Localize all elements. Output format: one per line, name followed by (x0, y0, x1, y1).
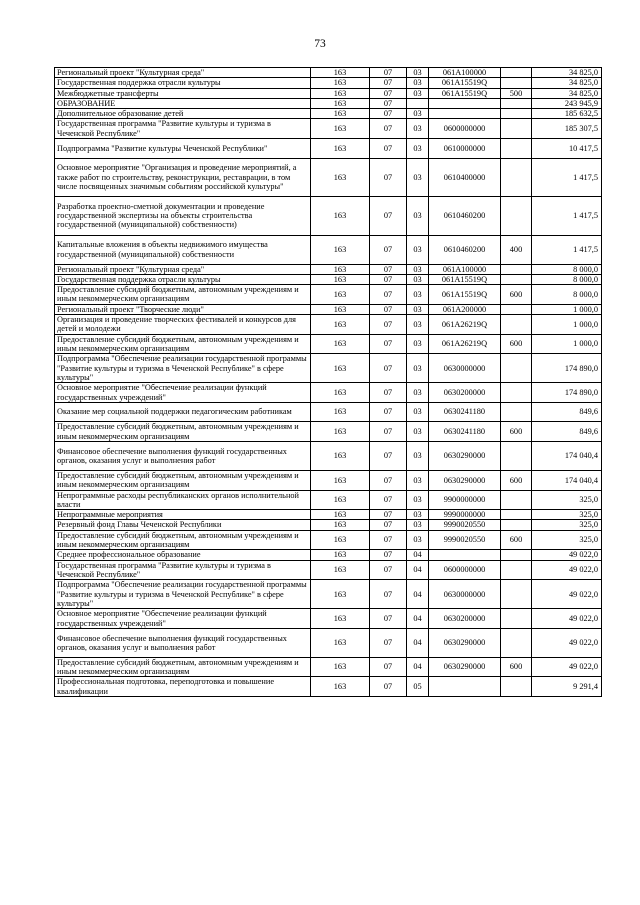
cell-section: 07 (370, 197, 407, 236)
cell-name: Непрограммные расходы республиканских органов исполнительной власти (55, 490, 311, 510)
cell-grbs: 163 (311, 274, 370, 284)
cell-target-article: 061А15519Q (429, 274, 501, 284)
cell-grbs: 163 (311, 560, 370, 580)
cell-amount: 49 022,0 (532, 580, 602, 609)
table-row (55, 264, 602, 274)
cell-subsection: 03 (407, 402, 429, 422)
cell-target-article: 061А26219Q (429, 334, 501, 354)
cell-amount: 174 890,0 (532, 354, 602, 383)
cell-subsection: 03 (407, 510, 429, 520)
cell-target-article: 061А26219Q (429, 315, 501, 335)
table-row (55, 78, 602, 88)
cell-name: Непрограммные мероприятия (55, 510, 311, 520)
cell-name: Предоставление субсидий бюджетным, автономным учреждениям и иным некоммерческим организациям (55, 285, 311, 305)
cell-expense-type (501, 158, 532, 197)
table-row (55, 98, 602, 108)
cell-expense-type: 600 (501, 422, 532, 442)
cell-expense-type (501, 677, 532, 697)
cell-name: Капитальные вложения в объекты недвижимого имущества государственной (муниципальной) собственности (55, 235, 311, 264)
cell-target-article (429, 109, 501, 119)
cell-name: Предоставление субсидий бюджетным, автономным учреждениям и иным некоммерческим организациям (55, 422, 311, 442)
cell-name: Основное мероприятие "Обеспечение реализации функций государственных учреждений" (55, 383, 311, 403)
cell-expense-type (501, 510, 532, 520)
cell-expense-type (501, 354, 532, 383)
cell-name: Основное мероприятие "Обеспечение реализации функций государственных учреждений" (55, 609, 311, 629)
cell-subsection: 04 (407, 580, 429, 609)
cell-name: Профессиональная подготовка, переподготовка и повышение квалификации (55, 677, 311, 697)
cell-target-article: 0630000000 (429, 354, 501, 383)
cell-target-article: 0610460200 (429, 197, 501, 236)
cell-amount: 34 825,0 (532, 68, 602, 78)
cell-expense-type (501, 383, 532, 403)
table-row (55, 422, 602, 442)
cell-target-article: 9900000000 (429, 490, 501, 510)
cell-target-article: 0630200000 (429, 609, 501, 629)
cell-grbs: 163 (311, 490, 370, 510)
cell-target-article: 061А15519Q (429, 78, 501, 88)
cell-name: Разработка проектно-сметной документации и проведение государственной экспертизы на объекты строительства государственной (муниципальной) собственности) (55, 197, 311, 236)
cell-grbs: 163 (311, 441, 370, 470)
cell-target-article: 0600000000 (429, 560, 501, 580)
cell-amount: 243 945,9 (532, 98, 602, 108)
cell-amount: 849,6 (532, 422, 602, 442)
table-body (55, 68, 602, 697)
cell-section: 07 (370, 109, 407, 119)
table-row (55, 315, 602, 335)
cell-name: Оказание мер социальной поддержки педагогическим работникам (55, 402, 311, 422)
cell-subsection: 04 (407, 609, 429, 629)
cell-grbs: 163 (311, 304, 370, 314)
table-row (55, 402, 602, 422)
table-row (55, 580, 602, 609)
table-row (55, 510, 602, 520)
cell-subsection: 04 (407, 550, 429, 560)
cell-section: 07 (370, 422, 407, 442)
cell-subsection: 03 (407, 354, 429, 383)
cell-subsection: 03 (407, 470, 429, 490)
cell-section: 07 (370, 158, 407, 197)
cell-expense-type (501, 78, 532, 88)
cell-amount: 1 417,5 (532, 158, 602, 197)
cell-grbs: 163 (311, 78, 370, 88)
cell-amount: 49 022,0 (532, 550, 602, 560)
cell-name: ОБРАЗОВАНИЕ (55, 98, 311, 108)
table-row (55, 334, 602, 354)
cell-grbs: 163 (311, 383, 370, 403)
cell-name: Региональный проект "Творческие люди" (55, 304, 311, 314)
cell-subsection: 03 (407, 264, 429, 274)
cell-subsection: 04 (407, 560, 429, 580)
cell-section: 07 (370, 580, 407, 609)
cell-subsection: 03 (407, 78, 429, 88)
table-row (55, 383, 602, 403)
cell-name: Предоставление субсидий бюджетным, автономным учреждениям и иным некоммерческим организациям (55, 530, 311, 550)
cell-section: 07 (370, 657, 407, 677)
cell-grbs: 163 (311, 285, 370, 305)
cell-subsection: 03 (407, 383, 429, 403)
cell-name: Основное мероприятие "Организация и проведение мероприятий, а также работ по строительству, реконструкции, реставрации, в том числе посвященных значимым событиям российской культуры" (55, 158, 311, 197)
cell-target-article (429, 550, 501, 560)
table-row (55, 285, 602, 305)
cell-expense-type (501, 550, 532, 560)
cell-section: 07 (370, 441, 407, 470)
cell-grbs: 163 (311, 315, 370, 335)
cell-section: 07 (370, 550, 407, 560)
cell-section: 07 (370, 490, 407, 510)
page-number: 73 (314, 38, 326, 50)
cell-target-article: 0630290000 (429, 628, 501, 657)
cell-amount: 174 040,4 (532, 441, 602, 470)
table-row (55, 677, 602, 697)
cell-name: Подпрограмма "Развитие культуры Чеченской Республики" (55, 139, 311, 159)
table-row (55, 235, 602, 264)
cell-amount: 325,0 (532, 510, 602, 520)
cell-target-article: 9990020550 (429, 530, 501, 550)
cell-section: 07 (370, 235, 407, 264)
cell-expense-type (501, 304, 532, 314)
cell-grbs: 163 (311, 88, 370, 98)
cell-amount: 1 000,0 (532, 304, 602, 314)
cell-expense-type: 600 (501, 334, 532, 354)
cell-section: 07 (370, 285, 407, 305)
cell-expense-type: 600 (501, 285, 532, 305)
cell-target-article: 9990000000 (429, 510, 501, 520)
cell-subsection: 03 (407, 315, 429, 335)
cell-section: 07 (370, 88, 407, 98)
cell-grbs: 163 (311, 402, 370, 422)
cell-section: 07 (370, 139, 407, 159)
cell-grbs: 163 (311, 422, 370, 442)
cell-grbs: 163 (311, 657, 370, 677)
cell-grbs: 163 (311, 609, 370, 629)
cell-section: 07 (370, 119, 407, 139)
cell-subsection: 04 (407, 657, 429, 677)
cell-name: Региональный проект "Культурная среда" (55, 68, 311, 78)
cell-subsection: 03 (407, 109, 429, 119)
cell-name: Предоставление субсидий бюджетным, автономным учреждениям и иным некоммерческим организациям (55, 334, 311, 354)
cell-target-article: 9990020550 (429, 520, 501, 530)
cell-target-article: 0630000000 (429, 580, 501, 609)
cell-expense-type (501, 264, 532, 274)
table-row (55, 490, 602, 510)
cell-section: 07 (370, 334, 407, 354)
cell-grbs: 163 (311, 530, 370, 550)
cell-expense-type (501, 520, 532, 530)
cell-section: 07 (370, 628, 407, 657)
cell-target-article: 061А15519Q (429, 88, 501, 98)
cell-amount: 1 000,0 (532, 315, 602, 335)
cell-subsection: 03 (407, 274, 429, 284)
cell-expense-type (501, 274, 532, 284)
cell-grbs: 163 (311, 510, 370, 520)
cell-section: 07 (370, 383, 407, 403)
cell-amount: 174 890,0 (532, 383, 602, 403)
cell-expense-type (501, 609, 532, 629)
cell-name: Государственная поддержка отрасли культуры (55, 78, 311, 88)
cell-section: 07 (370, 315, 407, 335)
cell-expense-type: 600 (501, 470, 532, 490)
budget-table (54, 67, 602, 697)
cell-section: 07 (370, 304, 407, 314)
table-row (55, 530, 602, 550)
cell-amount: 49 022,0 (532, 609, 602, 629)
table-row (55, 550, 602, 560)
cell-subsection: 04 (407, 628, 429, 657)
cell-target-article: 0630290000 (429, 470, 501, 490)
cell-expense-type: 600 (501, 657, 532, 677)
cell-name: Государственная программа "Развитие культуры и туризма в Чеченской Республике" (55, 560, 311, 580)
cell-subsection: 03 (407, 520, 429, 530)
cell-name: Межбюджетные трансферты (55, 88, 311, 98)
table-row (55, 470, 602, 490)
cell-amount: 185 632,5 (532, 109, 602, 119)
table-row (55, 139, 602, 159)
cell-grbs: 163 (311, 119, 370, 139)
cell-target-article: 0610000000 (429, 139, 501, 159)
cell-subsection: 03 (407, 304, 429, 314)
cell-amount: 325,0 (532, 490, 602, 510)
cell-grbs: 163 (311, 677, 370, 697)
cell-grbs: 163 (311, 580, 370, 609)
table-row (55, 657, 602, 677)
cell-expense-type (501, 139, 532, 159)
cell-amount: 325,0 (532, 530, 602, 550)
cell-expense-type (501, 402, 532, 422)
cell-expense-type: 600 (501, 530, 532, 550)
cell-name: Дополнительное образование детей (55, 109, 311, 119)
cell-section: 07 (370, 274, 407, 284)
cell-amount: 49 022,0 (532, 657, 602, 677)
cell-subsection: 03 (407, 197, 429, 236)
table-row (55, 560, 602, 580)
cell-section: 07 (370, 354, 407, 383)
cell-section: 07 (370, 470, 407, 490)
cell-section: 07 (370, 68, 407, 78)
cell-name: Организация и проведение творческих фестивалей и конкурсов для детей и молодежи (55, 315, 311, 335)
cell-expense-type (501, 315, 532, 335)
cell-amount: 325,0 (532, 520, 602, 530)
table-row (55, 520, 602, 530)
cell-section: 07 (370, 609, 407, 629)
cell-grbs: 163 (311, 550, 370, 560)
table-row (55, 441, 602, 470)
table-row (55, 158, 602, 197)
cell-amount: 174 040,4 (532, 470, 602, 490)
cell-amount: 8 000,0 (532, 285, 602, 305)
cell-expense-type (501, 197, 532, 236)
cell-target-article: 061А100000 (429, 68, 501, 78)
cell-section: 07 (370, 78, 407, 88)
cell-expense-type (501, 490, 532, 510)
cell-target-article (429, 677, 501, 697)
cell-amount: 849,6 (532, 402, 602, 422)
cell-name: Подпрограмма "Обеспечение реализации государственной программы "Развитие культуры и туризма в Чеченской Республике" в сфере культуры" (55, 354, 311, 383)
table-row (55, 609, 602, 629)
table-row (55, 119, 602, 139)
cell-target-article: 061А100000 (429, 264, 501, 274)
cell-subsection: 03 (407, 530, 429, 550)
cell-section: 07 (370, 530, 407, 550)
cell-expense-type (501, 119, 532, 139)
cell-expense-type (501, 68, 532, 78)
cell-name: Подпрограмма "Обеспечение реализации государственной программы "Развитие культуры и туризма в Чеченской Республике" в сфере культуры" (55, 580, 311, 609)
cell-amount: 1 000,0 (532, 334, 602, 354)
cell-subsection: 03 (407, 441, 429, 470)
cell-grbs: 163 (311, 520, 370, 530)
table-row (55, 628, 602, 657)
cell-target-article: 061А200000 (429, 304, 501, 314)
cell-amount: 10 417,5 (532, 139, 602, 159)
cell-subsection: 03 (407, 88, 429, 98)
cell-subsection: 05 (407, 677, 429, 697)
cell-grbs: 163 (311, 334, 370, 354)
cell-name: Государственная программа "Развитие культуры и туризма в Чеченской Республике" (55, 119, 311, 139)
cell-target-article: 0630290000 (429, 441, 501, 470)
cell-target-article: 0610460200 (429, 235, 501, 264)
cell-target-article: 0630241180 (429, 422, 501, 442)
cell-subsection: 03 (407, 158, 429, 197)
cell-name: Финансовое обеспечение выполнения функций государственных органов, оказания услуг и выполнения работ (55, 628, 311, 657)
cell-subsection: 03 (407, 68, 429, 78)
cell-section: 07 (370, 520, 407, 530)
cell-target-article: 061А15519Q (429, 285, 501, 305)
cell-grbs: 163 (311, 158, 370, 197)
cell-subsection: 03 (407, 285, 429, 305)
cell-expense-type (501, 109, 532, 119)
cell-expense-type: 500 (501, 88, 532, 98)
cell-grbs: 163 (311, 197, 370, 236)
cell-grbs: 163 (311, 264, 370, 274)
cell-expense-type: 400 (501, 235, 532, 264)
cell-expense-type (501, 560, 532, 580)
cell-grbs: 163 (311, 98, 370, 108)
cell-subsection: 03 (407, 119, 429, 139)
cell-amount: 8 000,0 (532, 274, 602, 284)
cell-grbs: 163 (311, 109, 370, 119)
table-row (55, 354, 602, 383)
cell-grbs: 163 (311, 354, 370, 383)
cell-section: 07 (370, 560, 407, 580)
cell-subsection: 03 (407, 334, 429, 354)
cell-name: Резервный фонд Главы Чеченской Республики (55, 520, 311, 530)
cell-amount: 185 307,5 (532, 119, 602, 139)
table-row (55, 197, 602, 236)
cell-expense-type (501, 628, 532, 657)
table-row (55, 68, 602, 78)
cell-name: Государственная поддержка отрасли культуры (55, 274, 311, 284)
cell-amount: 1 417,5 (532, 235, 602, 264)
cell-section: 07 (370, 510, 407, 520)
cell-amount: 34 825,0 (532, 88, 602, 98)
cell-subsection: 03 (407, 422, 429, 442)
cell-section: 07 (370, 402, 407, 422)
cell-subsection: 03 (407, 139, 429, 159)
cell-amount: 34 825,0 (532, 78, 602, 88)
cell-target-article: 0630290000 (429, 657, 501, 677)
cell-grbs: 163 (311, 470, 370, 490)
cell-name: Предоставление субсидий бюджетным, автономным учреждениям и иным некоммерческим организациям (55, 470, 311, 490)
cell-subsection: 03 (407, 235, 429, 264)
cell-name: Региональный проект "Культурная среда" (55, 264, 311, 274)
cell-name: Предоставление субсидий бюджетным, автономным учреждениям и иным некоммерческим организациям (55, 657, 311, 677)
cell-amount: 8 000,0 (532, 264, 602, 274)
cell-expense-type (501, 580, 532, 609)
cell-expense-type (501, 98, 532, 108)
cell-section: 07 (370, 264, 407, 274)
cell-target-article: 0610400000 (429, 158, 501, 197)
cell-target-article: 0630200000 (429, 383, 501, 403)
cell-expense-type (501, 441, 532, 470)
cell-amount: 49 022,0 (532, 628, 602, 657)
cell-name: Финансовое обеспечение выполнения функций государственных органов, оказания услуг и выполнения работ (55, 441, 311, 470)
cell-target-article: 0600000000 (429, 119, 501, 139)
cell-amount: 1 417,5 (532, 197, 602, 236)
cell-name: Среднее профессиональное образование (55, 550, 311, 560)
cell-target-article (429, 98, 501, 108)
cell-grbs: 163 (311, 628, 370, 657)
table-row (55, 274, 602, 284)
table-row (55, 109, 602, 119)
cell-grbs: 163 (311, 235, 370, 264)
cell-grbs: 163 (311, 139, 370, 159)
cell-section: 07 (370, 98, 407, 108)
cell-amount: 9 291,4 (532, 677, 602, 697)
table-row (55, 304, 602, 314)
cell-amount: 49 022,0 (532, 560, 602, 580)
cell-subsection (407, 98, 429, 108)
cell-target-article: 0630241180 (429, 402, 501, 422)
cell-grbs: 163 (311, 68, 370, 78)
cell-subsection: 03 (407, 490, 429, 510)
cell-section: 07 (370, 677, 407, 697)
table-row (55, 88, 602, 98)
